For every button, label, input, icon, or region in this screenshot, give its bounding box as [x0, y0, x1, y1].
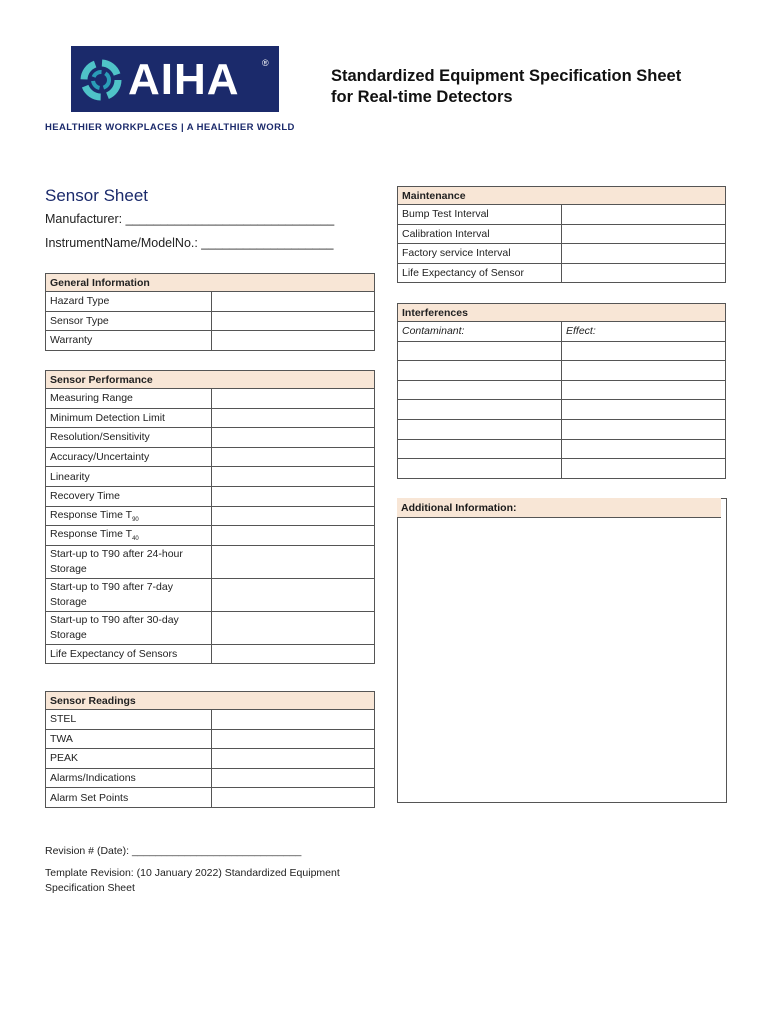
alarms-label: Alarms/Indications [46, 768, 212, 788]
logo-tagline: HEALTHIER WORKPLACES | A HEALTHIER WORLD [45, 122, 295, 133]
accuracy-input[interactable] [212, 447, 375, 467]
manufacturer-field[interactable]: Manufacturer: ______________________________ [45, 212, 335, 226]
bump-test-input[interactable] [562, 205, 726, 225]
factory-service-label: Factory service Interval [398, 244, 562, 264]
effect-input[interactable] [562, 419, 726, 439]
twa-input[interactable] [212, 729, 375, 749]
measuring-range-label: Measuring Range [46, 389, 212, 409]
effect-input[interactable] [562, 361, 726, 381]
startup-7d-input[interactable] [212, 578, 375, 611]
peak-input[interactable] [212, 749, 375, 769]
sensor-sheet-heading: Sensor Sheet [45, 186, 149, 205]
contaminant-input[interactable] [398, 341, 562, 361]
effect-input[interactable] [562, 341, 726, 361]
general-info-table [45, 273, 375, 351]
stel-input[interactable] [212, 710, 375, 730]
logo-registered-mark: ® [262, 58, 269, 68]
sensor-performance-table [45, 370, 375, 664]
resolution-input[interactable] [212, 428, 375, 448]
contaminant-input[interactable] [398, 419, 562, 439]
min-detection-limit-input[interactable] [212, 408, 375, 428]
peak-label: PEAK [46, 749, 212, 769]
t40-text: Response Time T [50, 528, 133, 541]
hazard-type-input[interactable] [212, 292, 375, 312]
stel-label: STEL [46, 710, 212, 730]
life-expectancy-sensors-label: Life Expectancy of Sensors [46, 644, 212, 664]
title-line-1: Standardized Equipment Specification Sheet [331, 67, 682, 85]
recovery-time-input[interactable] [212, 486, 375, 506]
calibration-label: Calibration Interval [398, 224, 562, 244]
t40-subscript: 40 [132, 536, 139, 543]
linearity-label: Linearity [46, 467, 212, 487]
bump-test-label: Bump Test Interval [398, 205, 562, 225]
life-expectancy-sensors-input[interactable] [212, 644, 375, 664]
effect-input[interactable] [562, 459, 726, 479]
response-time-t40-input[interactable] [212, 526, 375, 546]
linearity-input[interactable] [212, 467, 375, 487]
maintenance-table [397, 186, 726, 283]
alarm-set-points-input[interactable] [212, 788, 375, 808]
response-time-t90-label [46, 506, 212, 526]
min-detection-limit-label: Minimum Detection Limit [46, 408, 212, 428]
t90-subscript: 90 [132, 516, 139, 523]
calibration-input[interactable] [562, 224, 726, 244]
page-title [331, 66, 681, 108]
factory-service-input[interactable] [562, 244, 726, 264]
effect-column-header: Effect: [562, 322, 726, 342]
additional-info-header: Additional Information: [397, 498, 721, 518]
title-line-2: for Real-time Detectors [331, 88, 513, 106]
measuring-range-input[interactable] [212, 389, 375, 409]
logo-text: AIHA [128, 55, 240, 104]
revision-field[interactable]: Revision # (Date): _____________________________ [45, 845, 302, 857]
alarm-set-points-label: Alarm Set Points [46, 788, 212, 808]
interferences-header: Interferences [398, 304, 726, 322]
twa-label: TWA [46, 729, 212, 749]
life-expectancy-sensor-input[interactable] [562, 263, 726, 283]
recovery-time-label: Recovery Time [46, 486, 212, 506]
sensor-readings-table [45, 691, 375, 808]
contaminant-input[interactable] [398, 361, 562, 381]
sensor-type-input[interactable] [212, 311, 375, 331]
alarms-input[interactable] [212, 768, 375, 788]
effect-input[interactable] [562, 439, 726, 459]
hazard-type-label: Hazard Type [46, 292, 212, 312]
warranty-label: Warranty [46, 331, 212, 351]
response-time-t90-input[interactable] [212, 506, 375, 526]
contaminant-input[interactable] [398, 459, 562, 479]
instrument-model-field[interactable]: InstrumentName/ModelNo.: ___________________ [45, 236, 334, 250]
aiha-swirl-icon [78, 57, 124, 103]
sensor-performance-header: Sensor Performance [46, 371, 375, 389]
life-expectancy-sensor-label: Life Expectancy of Sensor [398, 263, 562, 283]
general-info-header: General Information [46, 274, 375, 292]
contaminant-input[interactable] [398, 439, 562, 459]
warranty-input[interactable] [212, 331, 375, 351]
sensor-readings-header: Sensor Readings [46, 692, 375, 710]
additional-info-textarea[interactable] [397, 498, 727, 803]
t90-text: Response Time T [50, 508, 133, 521]
effect-input[interactable] [562, 380, 726, 400]
startup-24h-input[interactable] [212, 545, 375, 578]
response-time-t40-label [46, 526, 212, 546]
sensor-type-label: Sensor Type [46, 311, 212, 331]
interferences-table [397, 303, 726, 479]
contaminant-column-header: Contaminant: [398, 322, 562, 342]
resolution-label: Resolution/Sensitivity [46, 428, 212, 448]
startup-7d-label: Start-up to T90 after 7-day Storage [46, 578, 212, 611]
effect-input[interactable] [562, 400, 726, 420]
maintenance-header: Maintenance [398, 187, 726, 205]
contaminant-input[interactable] [398, 380, 562, 400]
startup-24h-label: Start-up to T90 after 24-hour Storage [46, 545, 212, 578]
startup-30d-input[interactable] [212, 611, 375, 644]
accuracy-label: Accuracy/Uncertainty [46, 447, 212, 467]
template-revision-note: Template Revision: (10 January 2022) Standardized Equipment Specification Sheet [45, 867, 340, 894]
contaminant-input[interactable] [398, 400, 562, 420]
startup-30d-label: Start-up to T90 after 30-day Storage [46, 611, 212, 644]
